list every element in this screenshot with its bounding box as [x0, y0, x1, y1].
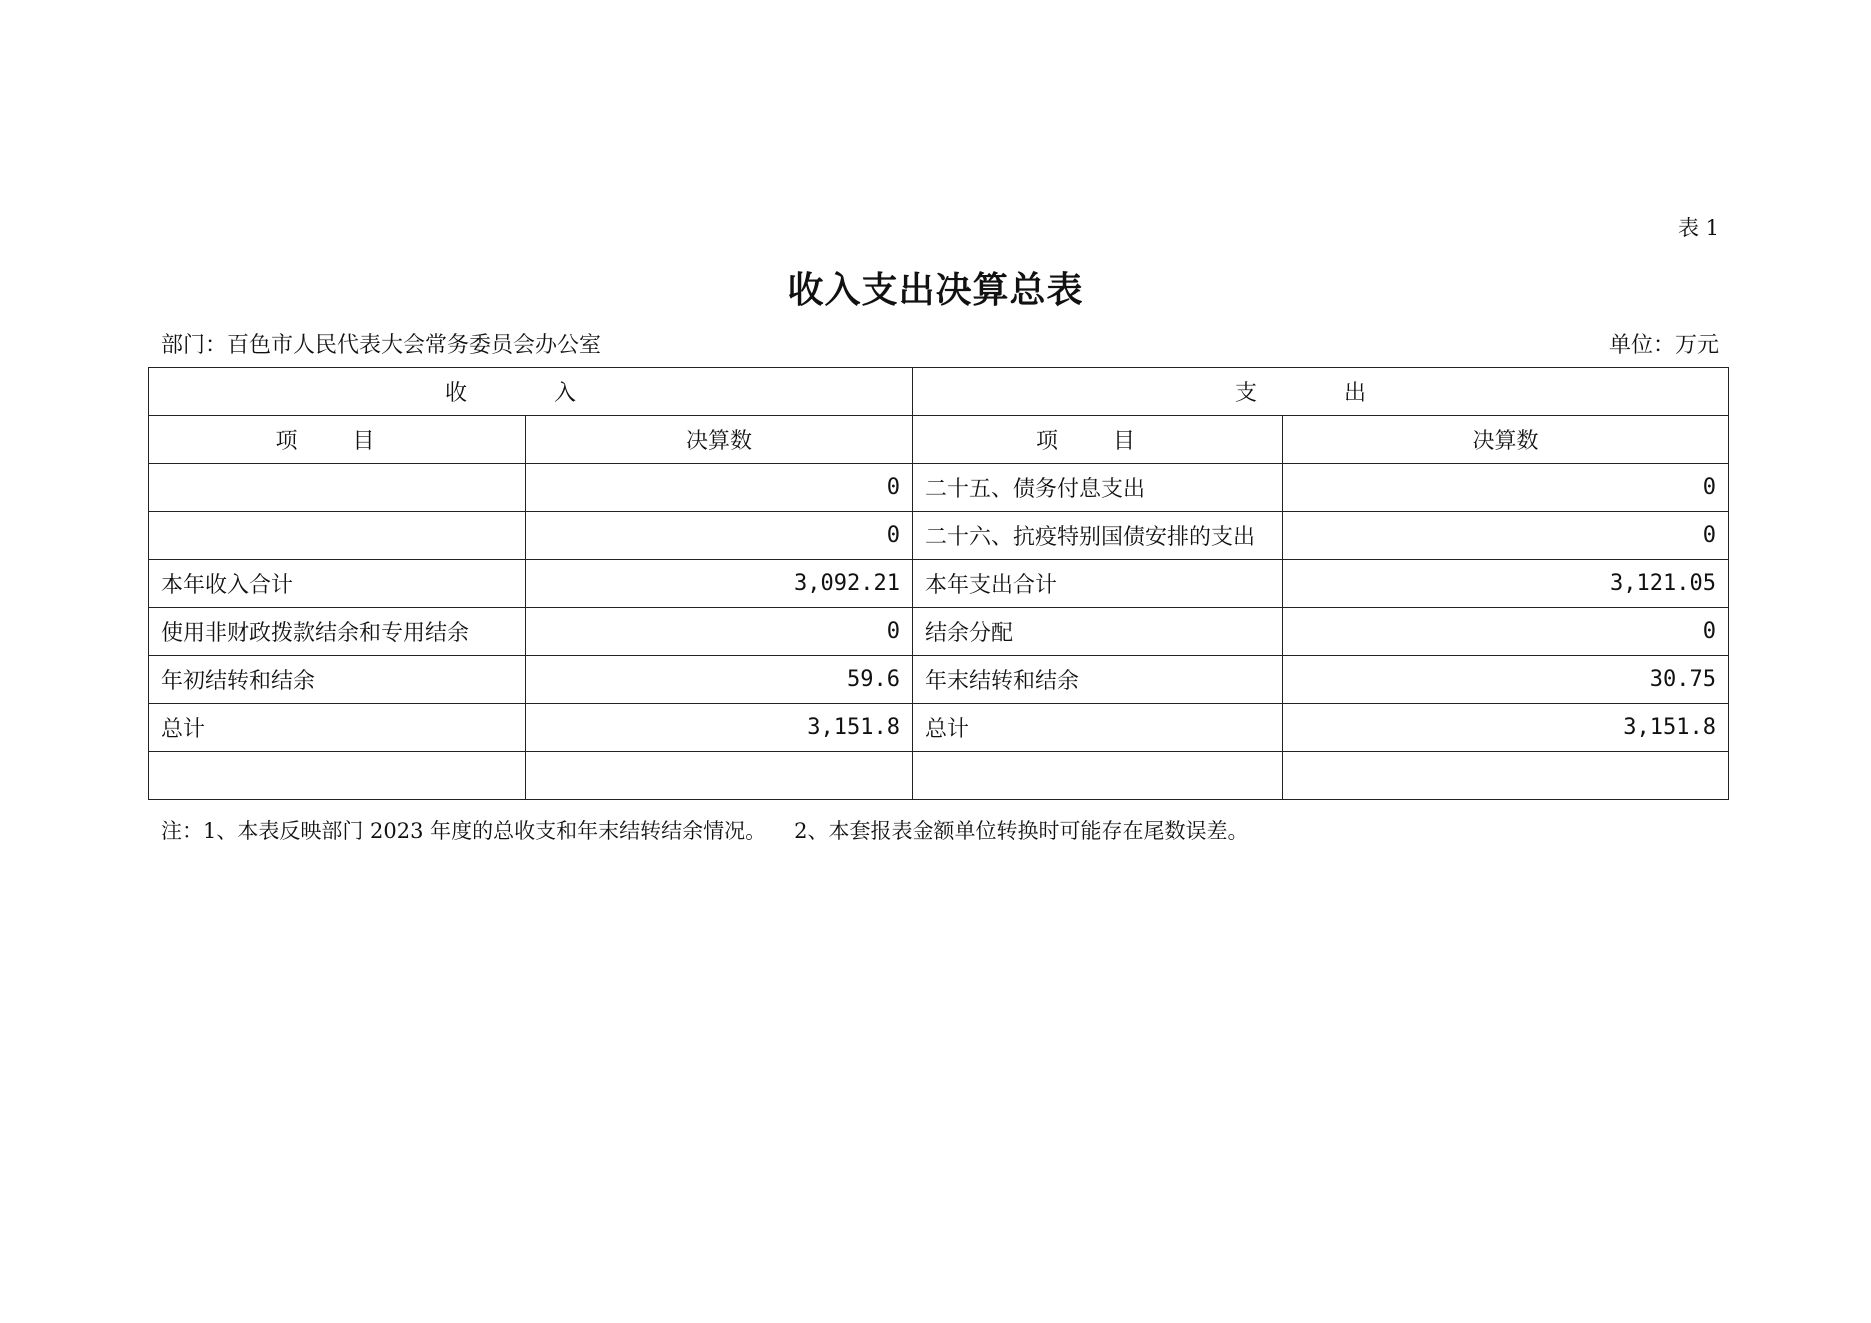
footnote — [161, 815, 1249, 845]
income-amount-cell: 59.6 — [526, 656, 913, 704]
expense-amount-cell: 30.75 — [1283, 656, 1729, 704]
income-item-cell: 本年收入合计 — [149, 560, 526, 608]
expense-item-cell: 二十六、抗疫特别国债安排的支出 — [913, 512, 1283, 560]
expense-amount-cell: 0 — [1283, 608, 1729, 656]
footnote-2: 2、本套报表金额单位转换时可能存在尾数误差。 — [794, 819, 1249, 843]
table-row — [149, 656, 1729, 704]
expense-item-header: 项 目 — [913, 416, 1283, 464]
table-row — [149, 512, 1729, 560]
expense-amount-cell: 0 — [1283, 512, 1729, 560]
income-amount-cell — [526, 752, 913, 800]
expense-amount-cell: 3,121.05 — [1283, 560, 1729, 608]
table-row — [149, 560, 1729, 608]
income-item-header: 项 目 — [149, 416, 526, 464]
income-amount-cell: 0 — [526, 512, 913, 560]
income-item-cell — [149, 464, 526, 512]
income-section-header: 收 入 — [149, 368, 913, 416]
expense-amount-header: 决算数 — [1283, 416, 1729, 464]
footnote-1: 注：1、本表反映部门 2023 年度的总收支和年末结转结余情况。 — [161, 819, 767, 843]
income-item-cell: 使用非财政拨款结余和专用结余 — [149, 608, 526, 656]
table-row — [149, 752, 1729, 800]
income-item-cell — [149, 512, 526, 560]
expense-amount-cell: 0 — [1283, 464, 1729, 512]
income-amount-cell: 3,092.21 — [526, 560, 913, 608]
table-number: 表 1 — [1677, 216, 1719, 240]
expense-item-cell — [913, 752, 1283, 800]
table-row — [149, 704, 1729, 752]
unit-label: 单位：万元 — [1608, 333, 1719, 358]
meta-row — [161, 328, 1719, 359]
expense-item-cell: 本年支出合计 — [913, 560, 1283, 608]
table-row — [149, 464, 1729, 512]
income-amount-header: 决算数 — [526, 416, 913, 464]
income-item-cell — [149, 752, 526, 800]
income-expense-table — [148, 367, 1729, 800]
department-label: 部门：百色市人民代表大会常务委员会办公室 — [161, 333, 602, 358]
table-row — [149, 608, 1729, 656]
expense-amount-cell — [1283, 752, 1729, 800]
expense-item-cell: 结余分配 — [913, 608, 1283, 656]
expense-item-cell: 年末结转和结余 — [913, 656, 1283, 704]
expense-section-header: 支 出 — [913, 368, 1729, 416]
expense-item-cell: 二十五、债务付息支出 — [913, 464, 1283, 512]
income-item-cell: 年初结转和结余 — [149, 656, 526, 704]
income-amount-cell: 0 — [526, 464, 913, 512]
expense-item-cell: 总计 — [913, 704, 1283, 752]
income-amount-cell: 0 — [526, 608, 913, 656]
column-header-row — [149, 416, 1729, 464]
page-title: 收入支出决算总表 — [787, 270, 1084, 311]
income-item-cell: 总计 — [149, 704, 526, 752]
income-amount-cell: 3,151.8 — [526, 704, 913, 752]
expense-amount-cell: 3,151.8 — [1283, 704, 1729, 752]
section-header-row — [149, 368, 1729, 416]
